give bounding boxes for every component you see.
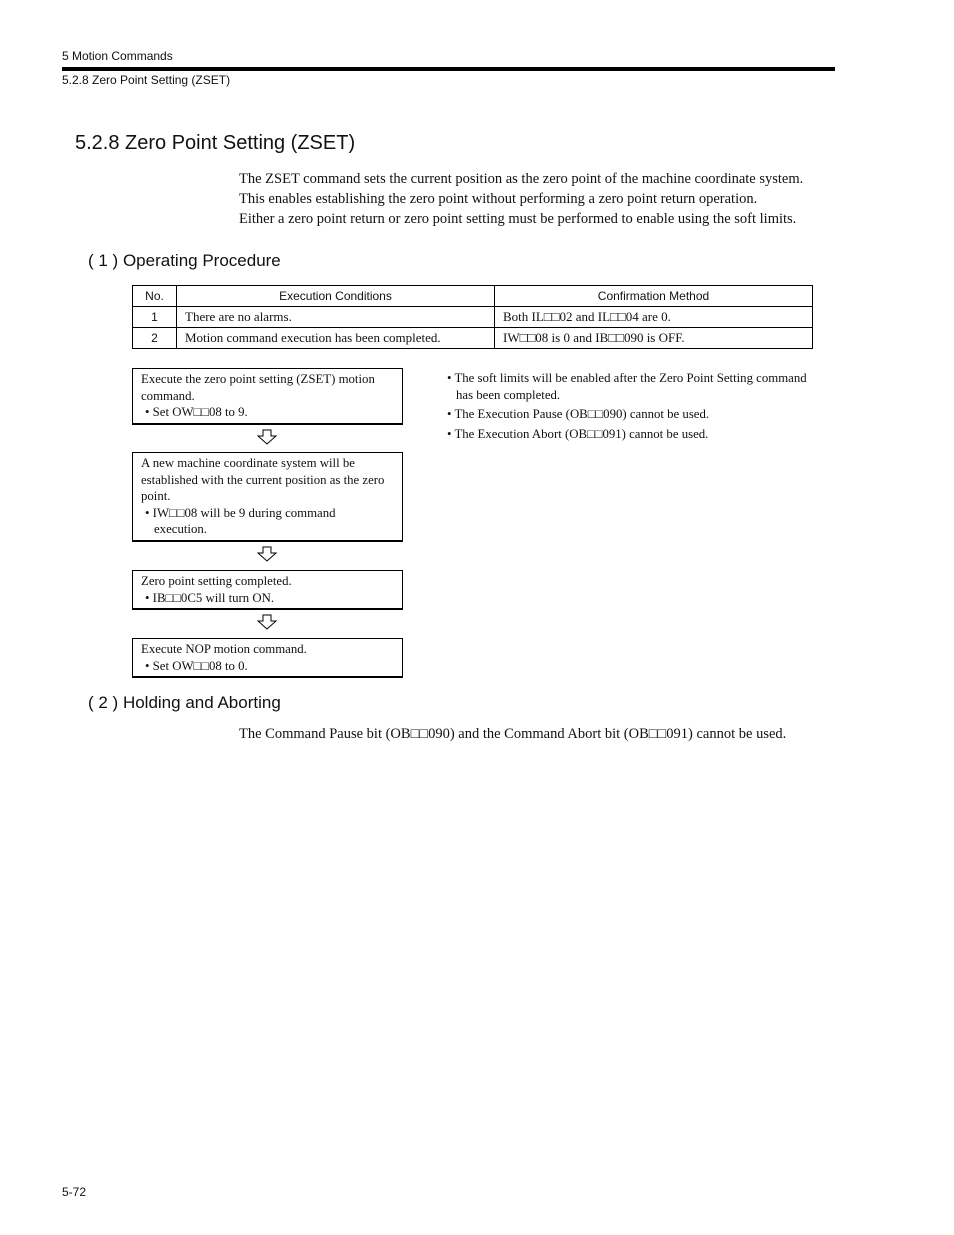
table-header-no: No.	[133, 286, 177, 307]
header-section: 5.2.8 Zero Point Setting (ZSET)	[62, 73, 231, 87]
holding-aborting-heading: ( 2 ) Holding and Aborting	[88, 693, 281, 712]
flow-step-3-bullet: • IB□□0C5 will turn ON.	[145, 590, 275, 605]
operating-procedure-heading: ( 1 ) Operating Procedure	[88, 251, 281, 270]
flow-arrow-down-icon	[257, 429, 277, 445]
intro-line-2: This enables establishing the zero point without performing a zero point return operation.	[239, 191, 758, 207]
intro-line-1: The ZSET command sets the current position as the zero point of the machine coordinate system.	[239, 171, 804, 187]
page-number: 5-72	[62, 1185, 87, 1199]
note-item: • The Execution Abort (OB□□091) cannot be used.	[447, 426, 709, 441]
page-title: 5.2.8 Zero Point Setting (ZSET)	[75, 132, 356, 154]
flow-step-2-bullet: • IW□□08 will be 9 during command	[145, 505, 336, 520]
flow-step-4-line-1: Execute NOP motion command.	[141, 642, 307, 656]
flow-arrow-down-icon	[257, 614, 277, 630]
flow-step-2-line-3: point.	[141, 489, 171, 503]
flow-step-3-line-1: Zero point setting completed.	[141, 574, 292, 588]
note-1-line-1: • The soft limits will be enabled after the Zero Point Setting command	[447, 371, 807, 385]
table-cell-no: 1	[133, 307, 177, 328]
table-cell-condition: There are no alarms.	[177, 307, 495, 328]
flow-step-4-bullet: • Set OW□□08 to 0.	[145, 658, 248, 673]
holding-aborting-text: The Command Pause bit (OB□□090) and the Command Abort bit (OB□□091) cannot be used.	[239, 726, 787, 742]
flow-step-2-line-1: A new machine coordinate system will be	[141, 456, 355, 470]
table-row	[133, 328, 813, 349]
execution-conditions-table	[132, 285, 813, 349]
table-cell-condition: Motion command execution has been completed.	[177, 328, 495, 349]
flow-step-1	[132, 368, 403, 425]
flow-step-2-line-2: established with the current position as the zero	[141, 472, 385, 487]
table-row	[133, 307, 813, 328]
note-item: • The Execution Pause (OB□□090) cannot be used.	[447, 407, 710, 421]
flow-arrow-down-icon	[257, 546, 277, 562]
flow-step-1-line-2: command.	[141, 388, 195, 403]
flow-step-3	[132, 570, 403, 610]
table-header-row	[133, 286, 813, 307]
intro-line-3: Either a zero point return or zero point setting must be performed to enable using the soft limits.	[239, 211, 797, 227]
table-cell-no: 2	[133, 328, 177, 349]
table-cell-confirmation: Both IL□□02 and IL□□04 are 0.	[495, 307, 813, 328]
note-item	[447, 370, 832, 403]
table-header-confirmation: Confirmation Method	[495, 286, 813, 307]
header-chapter: 5 Motion Commands	[62, 49, 173, 63]
header-rule	[62, 67, 835, 71]
operation-notes	[447, 370, 832, 445]
flow-step-2-bullet-cont: execution.	[154, 522, 207, 536]
table-cell-confirmation: IW□□08 is 0 and IB□□090 is OFF.	[495, 328, 813, 349]
note-1-line-2: has been completed.	[456, 387, 561, 402]
intro-paragraph	[239, 169, 839, 229]
table-header-conditions: Execution Conditions	[177, 286, 495, 307]
flow-step-2	[132, 452, 403, 542]
flow-step-1-bullet: • Set OW□□08 to 9.	[145, 405, 248, 419]
flow-step-1-line-1: Execute the zero point setting (ZSET) motion	[141, 372, 375, 386]
flow-step-4	[132, 638, 403, 678]
